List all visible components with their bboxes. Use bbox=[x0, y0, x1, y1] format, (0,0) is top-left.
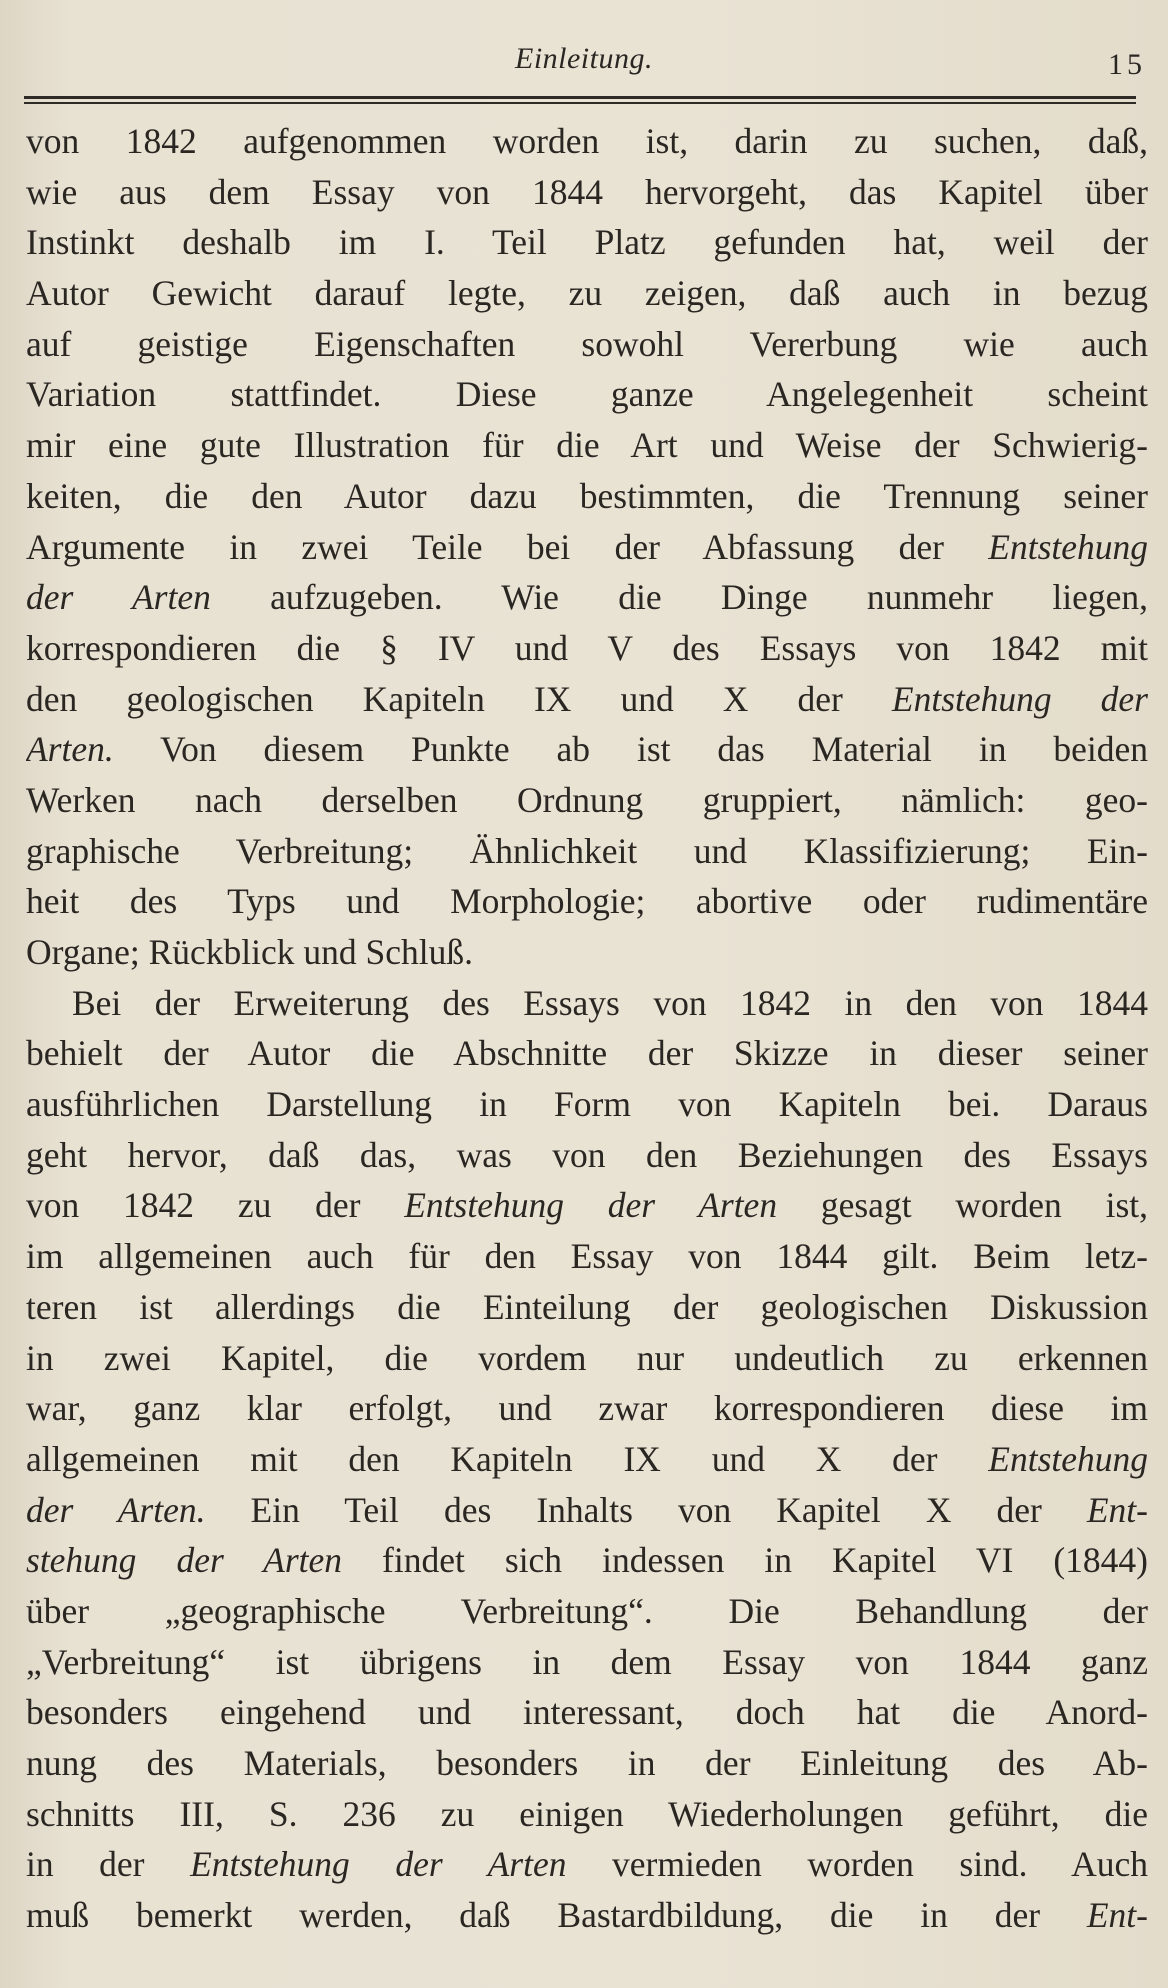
text-segment: Werken nach derselben Ordnung gruppiert, nämlich: geo- bbox=[26, 779, 1148, 820]
text-line bbox=[26, 319, 1148, 370]
text-line bbox=[26, 1079, 1148, 1130]
text-segment: Von diesem Punkte ab ist das Material in beiden bbox=[113, 729, 1148, 770]
text-segment: in zwei Kapitel, die vordem nur undeutlich zu erkennen bbox=[26, 1337, 1148, 1378]
text-line bbox=[26, 1180, 1148, 1231]
text-segment: teren ist allerdings die Einteilung der geologischen Diskussion bbox=[26, 1286, 1148, 1327]
text-line bbox=[26, 217, 1148, 268]
running-title: Einleitung. bbox=[515, 42, 653, 75]
text-line bbox=[26, 572, 1148, 623]
text-line bbox=[26, 1890, 1148, 1941]
text-segment: schnitts III, S. 236 zu einigen Wiederholungen geführt, die bbox=[26, 1793, 1148, 1834]
text-segment: besonders eingehend und interessant, doch hat die Anord- bbox=[26, 1692, 1148, 1733]
text-line bbox=[26, 1333, 1148, 1384]
text-segment: wie aus dem Essay von 1844 hervorgeht, das Kapitel über bbox=[26, 171, 1148, 212]
text-segment: „Verbreitung“ ist übrigens in dem Essay von 1844 ganz bbox=[26, 1641, 1148, 1682]
text-line bbox=[26, 978, 1148, 1029]
text-segment: auf geistige Eigenschaften sowohl Vererbung wie auch bbox=[26, 323, 1148, 364]
text-line bbox=[26, 1789, 1148, 1840]
text-line bbox=[26, 876, 1148, 927]
text-line bbox=[26, 1485, 1148, 1536]
text-segment: ausführlichen Darstellung in Form von Kapiteln bei. Daraus bbox=[26, 1084, 1148, 1125]
italic-segment: Entstehung der Arten bbox=[404, 1185, 778, 1226]
text-line bbox=[26, 167, 1148, 218]
text-segment: Bei der Erweiterung des Essays von 1842 in den von 1844 bbox=[72, 982, 1148, 1023]
text-segment: aufzugeben. Wie die Dinge nunmehr liegen, bbox=[210, 577, 1148, 618]
italic-segment: Ent- bbox=[1086, 1489, 1148, 1530]
text-segment: im allgemeinen auch für den Essay von 1844 gilt. Beim letz- bbox=[26, 1236, 1148, 1277]
text-segment: Organe; Rückblick und Schluß. bbox=[26, 932, 473, 972]
text-line bbox=[26, 1434, 1148, 1485]
page-number: 15 bbox=[1108, 48, 1146, 81]
text-line bbox=[26, 826, 1148, 877]
text-segment: von 1842 zu der bbox=[26, 1185, 405, 1226]
text-line bbox=[26, 1383, 1148, 1434]
page-header bbox=[0, 42, 1168, 82]
italic-segment: Arten. bbox=[26, 729, 114, 770]
text-segment: Autor Gewicht darauf legte, zu zeigen, daß auch in bezug bbox=[26, 273, 1148, 314]
text-line bbox=[26, 1637, 1148, 1688]
text-line bbox=[26, 1028, 1148, 1079]
text-segment: allgemeinen mit den Kapiteln IX und X der bbox=[26, 1438, 989, 1479]
italic-segment: stehung der Arten bbox=[26, 1540, 343, 1581]
text-line bbox=[26, 369, 1148, 420]
text-segment: Ein Teil des Inhalts von Kapitel X der bbox=[205, 1489, 1087, 1530]
text-segment: graphische Verbreitung; Ähnlichkeit und Klassifizierung; Ein- bbox=[26, 830, 1148, 871]
italic-segment: der Arten. bbox=[26, 1489, 206, 1530]
text-line bbox=[26, 1282, 1148, 1333]
paragraph bbox=[26, 116, 1148, 978]
text-segment: Argumente in zwei Teile bei der Abfassung der bbox=[26, 526, 989, 567]
text-segment: heit des Typs und Morphologie; abortive oder rudimentäre bbox=[26, 881, 1148, 922]
text-line bbox=[26, 1687, 1148, 1738]
text-line bbox=[26, 116, 1148, 167]
text-segment: korrespondieren die § IV und V des Essays von 1842 mit bbox=[26, 627, 1148, 668]
text-line bbox=[26, 623, 1148, 674]
text-segment: gesagt worden ist, bbox=[777, 1185, 1148, 1226]
text-segment: über „geographische Verbreitung“. Die Behandlung der bbox=[26, 1590, 1148, 1631]
text-line bbox=[26, 674, 1148, 725]
text-line bbox=[26, 1535, 1148, 1586]
text-line bbox=[26, 1130, 1148, 1181]
text-line bbox=[26, 1231, 1148, 1282]
text-line bbox=[26, 420, 1148, 471]
text-segment: in der bbox=[26, 1844, 191, 1885]
header-rule bbox=[24, 96, 1136, 104]
italic-segment: Entstehung bbox=[988, 1438, 1148, 1479]
text-segment: geht hervor, daß das, was von den Beziehungen des Essays bbox=[26, 1134, 1148, 1175]
text-segment: war, ganz klar erfolgt, und zwar korrespondieren diese im bbox=[26, 1388, 1148, 1429]
text-segment: behielt der Autor die Abschnitte der Skizze in dieser seiner bbox=[26, 1033, 1148, 1074]
text-line bbox=[26, 1586, 1148, 1637]
text-line bbox=[26, 724, 1148, 775]
text-segment: Instinkt deshalb im I. Teil Platz gefunden hat, weil der bbox=[26, 222, 1148, 263]
text-line bbox=[26, 268, 1148, 319]
text-segment: muß bemerkt werden, daß Bastardbildung, die in der bbox=[26, 1895, 1087, 1936]
text-segment: den geologischen Kapiteln IX und X der bbox=[26, 678, 892, 719]
text-segment: nung des Materials, besonders in der Einleitung des Ab- bbox=[26, 1743, 1148, 1783]
body-text bbox=[26, 116, 1148, 1941]
text-segment: mir eine gute Illustration für die Art und Weise der Schwierig- bbox=[26, 425, 1148, 466]
paragraph bbox=[26, 978, 1148, 1941]
text-segment: Variation stattfindet. Diese ganze Angelegenheit scheint bbox=[26, 374, 1148, 415]
text-line bbox=[26, 471, 1148, 522]
italic-segment: Entstehung der bbox=[891, 678, 1148, 719]
italic-segment: Entstehung bbox=[988, 526, 1148, 567]
italic-segment: der Arten bbox=[26, 577, 211, 618]
text-line bbox=[26, 1738, 1148, 1789]
text-line bbox=[26, 775, 1148, 826]
text-segment: von 1842 aufgenommen worden ist, darin zu suchen, daß, bbox=[26, 121, 1148, 161]
text-line bbox=[26, 927, 1148, 978]
text-segment: keiten, die den Autor dazu bestimmten, die Trennung seiner bbox=[26, 475, 1148, 516]
text-line bbox=[26, 1839, 1148, 1890]
text-segment: vermieden worden sind. Auch bbox=[566, 1844, 1148, 1885]
text-segment: findet sich indessen in Kapitel VI (1844) bbox=[342, 1540, 1148, 1581]
italic-segment: Entstehung der Arten bbox=[190, 1844, 567, 1885]
italic-segment: Ent- bbox=[1086, 1895, 1148, 1936]
text-line bbox=[26, 522, 1148, 573]
